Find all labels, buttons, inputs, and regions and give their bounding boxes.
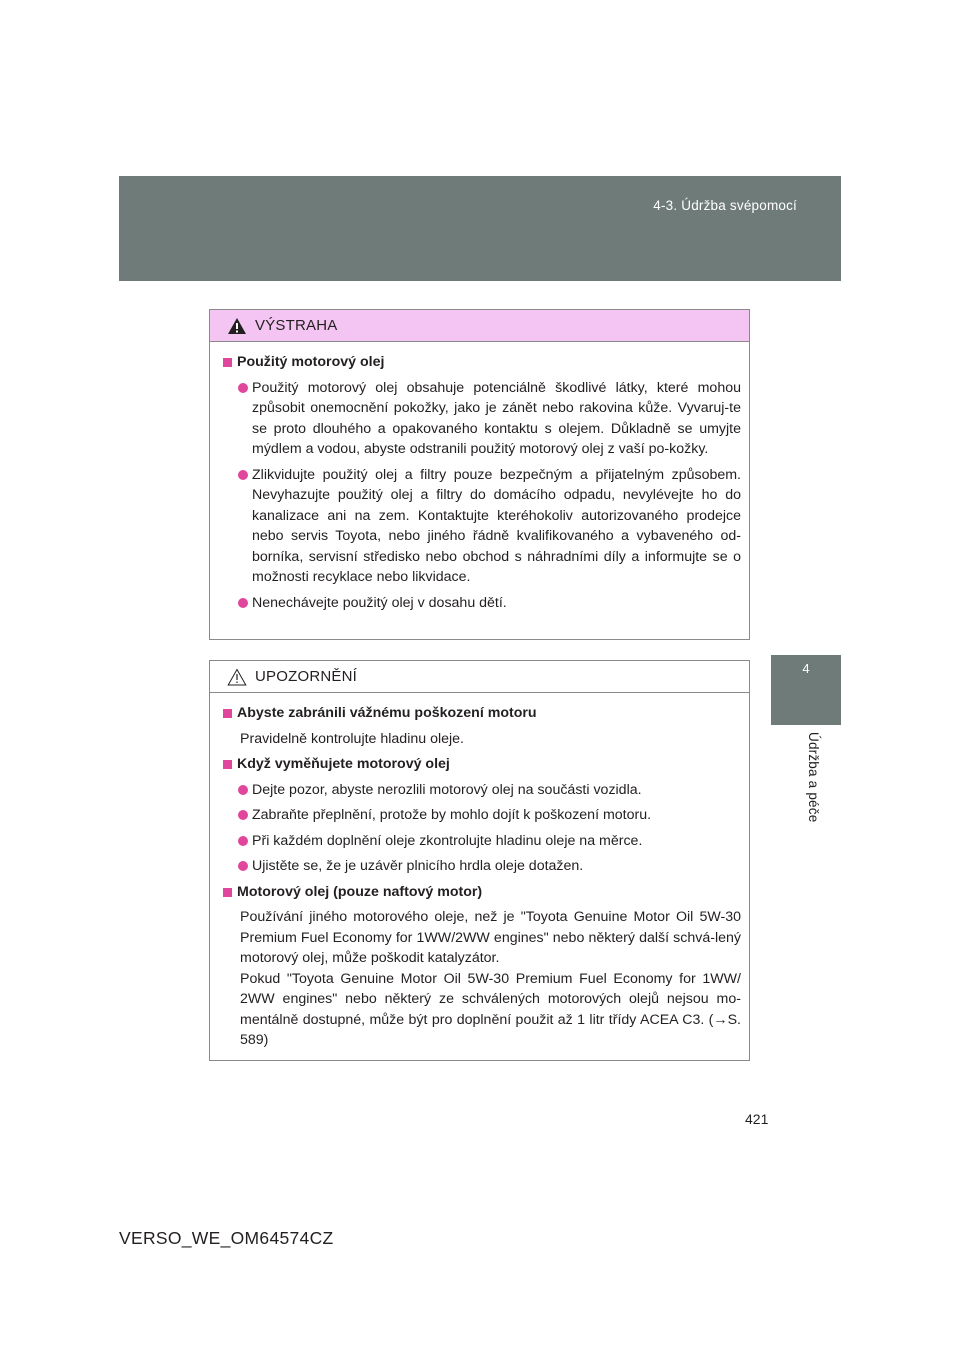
section-heading: Když vyměňujete motorový olej [237,756,450,772]
round-bullet-icon [238,383,248,393]
item-text: Dejte pozor, abyste nerozlili motorový olej na součásti vozidla. [252,781,642,798]
square-bullet-icon [223,709,232,718]
header-band [119,176,841,281]
chapter-number: 4 [802,661,810,676]
chapter-label: Údržba a péče [806,732,821,823]
round-bullet-icon [238,785,248,795]
item-text: Nenechávejte použitý olej v dosahu dětí. [252,594,507,611]
paragraph-line-1: Používání jiného motorového oleje, než je "Toyota Genuine Motor Oil 5W-30 Premium Fuel Economy for 1WW/2WW engines" nebo některý další schvá-lený motorový olej, může poškodit katalyzátor. [240,909,741,966]
section-title: 4-3. Údržba svépomocí [653,198,797,213]
warning-box [209,309,750,640]
section-heading: Abyste zabránili vážnému poškození motoru [237,705,537,721]
paragraph-line-2: Pokud "Toyota Genuine Motor Oil 5W-30 Premium Fuel Economy for 1WW/ 2WW engines" nebo některý ze schválených motorových olejů nejsou mo-mentálně dostupné, může být pro doplnění použit až 1 litr třídy ACEA C3. (→S. 589) [240,970,741,1048]
list-item [238,780,741,801]
item-text: Zabraňte přeplnění, protože by mohlo dojít k poškození motoru. [252,807,652,823]
caution-section [222,754,741,775]
warning-header [210,310,749,342]
caution-triangle-icon [227,668,247,686]
round-bullet-icon [238,598,248,608]
caution-section [222,703,741,724]
square-bullet-icon [223,760,232,769]
warning-triangle-icon [227,317,247,335]
caution-header [210,661,749,693]
caution-body [210,693,749,1051]
square-bullet-icon [223,888,232,897]
document-code: VERSO_WE_OM64574CZ [119,1228,334,1248]
square-bullet-icon [223,358,232,367]
item-text: Použitý motorový olej obsahuje potenciálně škodlivé látky, které mohou způsobit onemocnění pokožky, jako je zánět nebo rakovina kůže. Vyvaruj-te se proto dlouhého a opakovaného kontaktu s olejem. Důkladně se umyjte mýdlem a vodou, abyste odstranili použitý motorový olej z vaší po-kožky. [252,379,741,457]
item-text: Zlikvidujte použitý olej a filtry pouze bezpečným a přijatelným způsobem. Nevyhazujte použitý olej a filtry do domácího odpadu, nevylévejte ho do kanalizace ani na zem. Kontaktujte kteréhokoliv autorizovaného prodejce nebo servis Toyota, nebo jiného řádně kvalifikovaného a vybaveného od-borníka, servisní středisko nebo obchod s náhradními díly a informujte se o možnosti recyklace nebo likvidace. [252,466,741,585]
item-text: Při každém doplnění oleje zkontrolujte hladinu oleje na měrce. [252,832,643,849]
warning-section [222,352,741,373]
list-item [238,805,741,826]
list-item [238,378,741,460]
list-item [238,856,741,877]
caution-box [209,660,750,1061]
paragraph [240,907,741,1051]
round-bullet-icon [238,810,248,820]
page-number: 421 [745,1111,769,1127]
list-item [238,465,741,588]
caution-section [222,882,741,903]
warning-body [210,342,749,613]
round-bullet-icon [238,836,248,846]
paragraph: Pravidelně kontrolujte hladinu oleje. [240,730,464,747]
section-heading: Motorový olej (pouze naftový motor) [237,883,483,900]
list-item [238,593,741,614]
round-bullet-icon [238,470,248,480]
caution-title: UPOZORNĚNÍ [255,668,358,685]
round-bullet-icon [238,861,248,871]
section-heading: Použitý motorový olej [237,354,385,370]
chapter-tab [771,655,841,725]
warning-title: VÝSTRAHA [255,317,338,334]
list-item [238,831,741,852]
item-text: Ujistěte se, že je uzávěr plnicího hrdla oleje dotažen. [252,858,584,874]
